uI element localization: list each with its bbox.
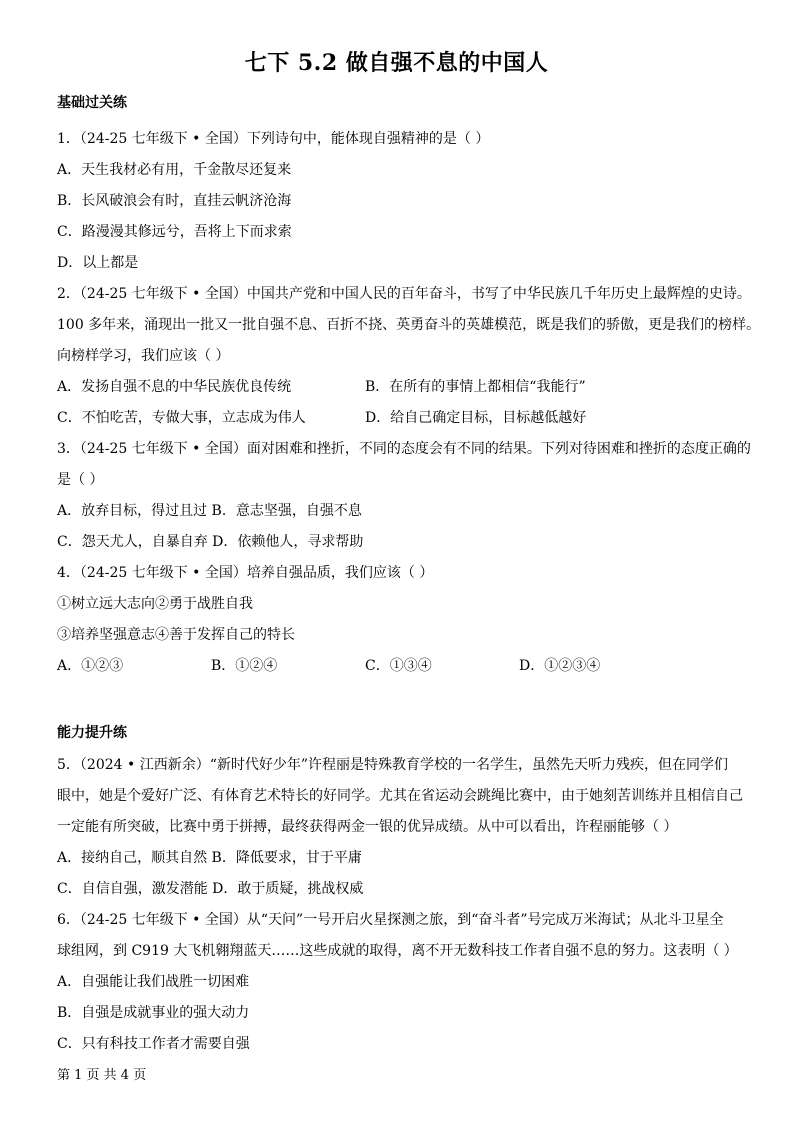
question-3-stem-line-1: 3．（24-25 七年级下 • 全国）面对困难和挫折，不同的态度会有不同的结果。下列对待困难和挫折的态度正确的 bbox=[57, 441, 751, 457]
question-6-option-b: B．自强是成就事业的强大动力 bbox=[57, 1005, 250, 1021]
question-2-option-d: D．给自己确定目标，目标越低越好 bbox=[365, 410, 587, 426]
page-footer: 第 1 页 共 4 页 bbox=[57, 1068, 147, 1083]
question-2-stem-line-2: 100 多年来，涌现出一批又一批自强不息、百折不挠、英勇奋斗的英雄模范，既是我们的骄傲，更是我们的榜样。 bbox=[57, 317, 761, 333]
question-2-stem-line-1: 2．（24-25 七年级下 • 全国）中国共产党和中国人民的百年奋斗，书写了中华民族几千年历史上最辉煌的史诗。 bbox=[57, 286, 751, 302]
question-2-stem-line-3: 向榜样学习，我们应该（ ） bbox=[57, 348, 230, 364]
section-heading-advanced: 能力提升练 bbox=[57, 725, 127, 741]
question-4-option-a: A．①②③ bbox=[57, 658, 124, 674]
question-2-option-a: A．发扬自强不息的中华民族优良传统 bbox=[57, 379, 292, 395]
question-2-option-c: C．不怕吃苦，专做大事，立志成为伟人 bbox=[57, 410, 306, 426]
question-5-stem-line-1: 5．（2024 • 江西新余）“新时代好少年”许程丽是特殊教育学校的一名学生，虽然先天听力残疾，但在同学们 bbox=[57, 757, 729, 773]
question-1-option-c: C．路漫漫其修远兮，吾将上下而求索 bbox=[57, 224, 292, 240]
question-6-option-a: A．自强能让我们战胜一切困难 bbox=[57, 974, 250, 990]
question-3-options-ab: A．放弃目标，得过且过 B．意志坚强，自强不息 bbox=[57, 503, 362, 519]
question-1-stem: 1．（24-25 七年级下 • 全国）下列诗句中，能体现自强精神的是（ ） bbox=[57, 131, 490, 147]
question-4-option-c: C．①③④ bbox=[365, 658, 432, 674]
question-6-option-c: C．只有科技工作者才需要自强 bbox=[57, 1036, 250, 1052]
question-3-options-cd: C．怨天尤人，自暴自弃 D．依赖他人，寻求帮助 bbox=[57, 534, 364, 550]
question-4-stem: 4．（24-25 七年级下 • 全国）培养自强品质，我们应该（ ） bbox=[57, 565, 434, 581]
question-5-stem-line-3: 一定能有所突破，比赛中勇于拼搏，最终获得两金一银的优异成绩。从中可以看出，许程丽能够（ ） bbox=[57, 819, 678, 835]
section-heading-basic: 基础过关练 bbox=[57, 95, 127, 111]
question-2-option-b: B．在所有的事情上都相信“我能行” bbox=[365, 379, 586, 395]
question-4-items-line-2: ③培养坚强意志④善于发挥自己的特长 bbox=[57, 627, 295, 643]
question-5-options-cd: C．自信自强，激发潜能 D．敢于质疑，挑战权威 bbox=[57, 881, 364, 897]
page-title: 七下 5.2 做自强不息的中国人 bbox=[244, 50, 549, 76]
question-5-options-ab: A．接纳自己，顺其自然 B．降低要求，甘于平庸 bbox=[57, 850, 362, 866]
question-3-stem-line-2: 是（ ） bbox=[57, 472, 104, 488]
question-1-option-a: A．天生我材必有用，千金散尽还复来 bbox=[57, 162, 292, 178]
question-4-option-d: D．①②③④ bbox=[519, 658, 601, 674]
question-1-option-b: B．长风破浪会有时，直挂云帆济沧海 bbox=[57, 193, 292, 209]
question-4-option-b: B．①②④ bbox=[211, 658, 278, 674]
question-4-items-line-1: ①树立远大志向②勇于战胜自我 bbox=[57, 596, 253, 612]
question-5-stem-line-2: 眼中，她是个爱好广泛、有体育艺术特长的好同学。尤其在省运动会跳绳比赛中，由于她刻苦训练并且相信自己 bbox=[57, 788, 743, 804]
question-6-stem-line-2: 球组网，到 C919 大飞机翱翔蓝天……这些成就的取得，离不开无数科技工作者自强不息的努力。这表明（ ） bbox=[57, 943, 738, 959]
question-6-stem-line-1: 6．（24-25 七年级下 • 全国）从“天问”一号开启火星探测之旅，到“奋斗者”号完成万米海试；从北斗卫星全 bbox=[57, 912, 724, 928]
question-1-option-d: D．以上都是 bbox=[57, 255, 139, 271]
